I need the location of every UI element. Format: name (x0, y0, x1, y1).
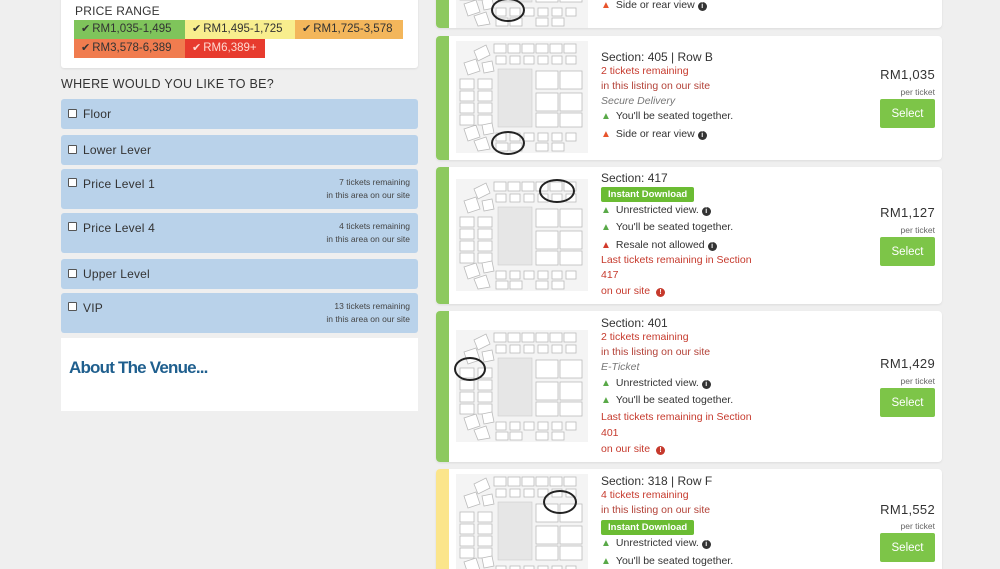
section-highlight-circle (454, 357, 486, 381)
where-title: WHERE WOULD YOU LIKE TO BE? (61, 77, 275, 91)
ticket-price: RM1,127 (880, 205, 935, 220)
price-range-card (61, 0, 418, 68)
checkbox[interactable] (68, 222, 77, 231)
check-icon: ✔ (192, 42, 202, 54)
section-highlight-circle (543, 490, 577, 514)
price-chip-4[interactable] (74, 39, 185, 58)
select-button[interactable]: Select (880, 237, 935, 266)
section-title: Section: 417 (601, 171, 668, 185)
price-chip-3[interactable] (295, 20, 403, 39)
checkbox[interactable] (68, 269, 77, 278)
about-venue-card (61, 338, 418, 411)
price-chip-label: RM1,495-1,725 (203, 23, 283, 35)
checkbox[interactable] (68, 109, 77, 118)
per-ticket-label: per ticket (900, 225, 935, 235)
price-range-title: PRICE RANGE (75, 4, 160, 18)
delivery-method: Secure Delivery (601, 95, 676, 107)
listing-card (436, 0, 942, 28)
check-icon: ✔ (81, 23, 91, 35)
area-filter-price-level-4[interactable] (61, 213, 418, 253)
feature-line (601, 537, 711, 549)
area-label: Price Level 1 (83, 177, 155, 191)
area-filter-vip[interactable] (61, 293, 418, 333)
remaining-sub: in this area on our site (326, 190, 410, 200)
thumbs-up-icon: ▲ (601, 395, 611, 406)
price-color-bar (436, 167, 449, 304)
area-label: VIP (83, 301, 103, 315)
area-filter-floor[interactable] (61, 99, 418, 129)
area-filter-price-level-1[interactable] (61, 169, 418, 209)
ticket-price: RM1,035 (880, 67, 935, 82)
last-tickets-section: 417 (601, 269, 619, 281)
section-highlight-circle (539, 179, 575, 203)
area-remaining (326, 220, 410, 246)
info-icon[interactable]: i (702, 207, 711, 216)
select-button[interactable]: Select (880, 99, 935, 128)
select-button[interactable]: Select (880, 388, 935, 417)
seat-map-graphic (456, 330, 588, 442)
feature-text: You'll be seated together. (615, 394, 734, 406)
feature-text: You'll be seated together. (615, 110, 734, 122)
price-chip-5[interactable] (185, 39, 265, 58)
feature-text: Side or rear view (615, 0, 695, 11)
on-site-notice (601, 285, 665, 297)
tickets-remaining-sub: in this listing on our site (601, 346, 711, 358)
tickets-remaining: 2 tickets remaining (601, 65, 689, 77)
feature-line (601, 555, 733, 567)
info-icon[interactable]: i (702, 540, 711, 549)
price-color-bar (436, 311, 449, 462)
thumbs-up-icon: ▲ (601, 111, 611, 122)
thumbs-up-icon: ▲ (601, 556, 611, 567)
thumbs-up-icon: ▲ (601, 538, 611, 549)
feature-line (601, 239, 717, 251)
feature-line (601, 0, 707, 11)
checkbox[interactable] (68, 145, 77, 154)
price-chip-label: RM3,578-6,389 (92, 42, 172, 54)
ticket-price: RM1,429 (880, 356, 935, 371)
price-chip-label: RM1,725-3,578 (313, 23, 393, 35)
feature-line (601, 221, 733, 233)
info-icon[interactable]: i (702, 380, 711, 389)
info-icon[interactable]: i (698, 2, 707, 11)
tickets-remaining: 2 tickets remaining (601, 331, 689, 343)
on-site-text: on our site (601, 285, 651, 297)
thumbs-up-icon: ▲ (601, 378, 611, 389)
price-color-bar (436, 36, 449, 160)
cone-icon: ▲ (601, 0, 611, 11)
delivery-method: E-Ticket (601, 361, 640, 373)
listing-card (436, 36, 942, 160)
feature-line (601, 128, 707, 140)
per-ticket-label: per ticket (900, 87, 935, 97)
on-site-text: on our site (601, 443, 651, 455)
area-label: Floor (83, 107, 112, 121)
feature-line (601, 204, 711, 216)
about-venue-title[interactable]: About The Venue... (69, 358, 208, 377)
area-label: Price Level 4 (83, 221, 155, 235)
price-chip-2[interactable] (185, 20, 295, 39)
price-chip-label: RM6,389+ (203, 42, 257, 54)
last-tickets-notice: Last tickets remaining in Section (601, 254, 752, 266)
check-icon: ✔ (81, 42, 91, 54)
feature-text: Side or rear view (615, 128, 695, 140)
price-color-bar (436, 0, 449, 28)
remaining-sub: in this area on our site (326, 234, 410, 244)
last-tickets-notice: Last tickets remaining in Section (601, 411, 752, 423)
area-remaining (326, 176, 410, 202)
check-icon: ✔ (192, 23, 202, 35)
area-label: Lower Lever (83, 143, 152, 157)
area-remaining (326, 300, 410, 326)
instant-download-badge: Instant Download (601, 187, 694, 202)
checkbox[interactable] (68, 178, 77, 187)
listing-card (436, 167, 942, 304)
thumbs-up-icon: ▲ (601, 222, 611, 233)
warning-icon: ▲ (601, 240, 611, 251)
seat-map-graphic (456, 474, 588, 569)
area-label: Upper Level (83, 267, 150, 281)
price-chip-label: RM1,035-1,495 (92, 23, 172, 35)
select-button[interactable]: Select (880, 533, 935, 562)
section-title: Section: 401 (601, 316, 668, 330)
section-title: Section: 405 | Row B (601, 50, 713, 64)
feature-text: You'll be seated together. (615, 555, 734, 567)
price-chip-1[interactable] (74, 20, 185, 39)
feature-text: You'll be seated together. (615, 221, 734, 233)
cone-icon: ▲ (601, 129, 611, 140)
per-ticket-label: per ticket (900, 521, 935, 531)
remaining-count: 4 tickets remaining (339, 221, 410, 231)
section-title: Section: 318 | Row F (601, 474, 713, 488)
tickets-remaining: 4 tickets remaining (601, 489, 689, 501)
venue-seat-map[interactable] (456, 330, 588, 442)
feature-line (601, 377, 711, 389)
feature-line (601, 110, 733, 122)
feature-text: Unrestricted view. (615, 377, 699, 389)
ticket-price: RM1,552 (880, 502, 935, 517)
price-color-bar (436, 469, 449, 569)
tickets-remaining-sub: in this listing on our site (601, 80, 711, 92)
remaining-count: 13 tickets remaining (334, 301, 410, 311)
listing-card (436, 469, 942, 569)
feature-text: Resale not allowed (615, 239, 705, 251)
feature-line (601, 394, 733, 406)
info-icon[interactable]: ! (656, 446, 665, 455)
feature-text: Unrestricted view. (615, 204, 699, 216)
area-filter-upper-level[interactable] (61, 259, 418, 289)
info-icon[interactable]: i (698, 131, 707, 140)
listing-card (436, 311, 942, 462)
info-icon[interactable]: ! (656, 288, 665, 297)
remaining-count: 7 tickets remaining (339, 177, 410, 187)
area-filter-lower-lever[interactable] (61, 135, 418, 165)
instant-download-badge: Instant Download (601, 520, 694, 535)
remaining-sub: in this area on our site (326, 314, 410, 324)
feature-text: Unrestricted view. (615, 537, 699, 549)
info-icon[interactable]: i (708, 242, 717, 251)
venue-seat-map[interactable] (456, 474, 588, 569)
on-site-notice (601, 443, 665, 455)
check-icon: ✔ (302, 23, 312, 35)
checkbox[interactable] (68, 302, 77, 311)
last-tickets-section: 401 (601, 427, 619, 439)
tickets-remaining-sub: in this listing on our site (601, 504, 711, 516)
section-highlight-circle (491, 131, 525, 155)
per-ticket-label: per ticket (900, 376, 935, 386)
thumbs-up-icon: ▲ (601, 205, 611, 216)
